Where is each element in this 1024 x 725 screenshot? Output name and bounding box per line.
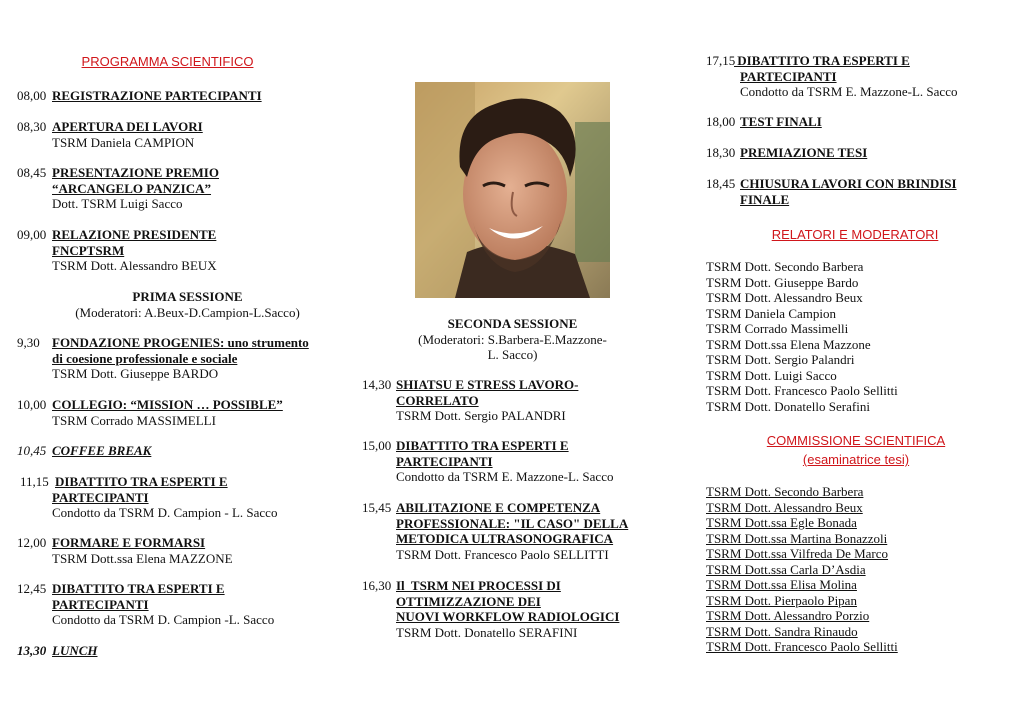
- agenda-title-cont: METODICA ULTRASONOGRAFICA: [396, 531, 614, 546]
- agenda-time: 18,00: [706, 114, 736, 129]
- agenda-title: APERTURA DEI LAVORI: [52, 119, 203, 134]
- agenda-time: 12,00: [17, 535, 47, 550]
- agenda-speaker: TSRM Dott. Francesco Paolo SELLITTI: [396, 546, 609, 562]
- relatori-list: [706, 259, 1006, 414]
- list-item: TSRM Dott.ssa Martina Bonazzoli: [706, 530, 888, 546]
- agenda-speaker: Condotto da TSRM D. Campion - L. Sacco: [52, 505, 278, 520]
- agenda-speaker: TSRM Dott. Donatello SERAFINI: [396, 624, 578, 640]
- agenda-time: 16,30: [362, 578, 392, 593]
- list-item: TSRM Dott. Sandra Rinaudo: [706, 623, 858, 639]
- agenda-time: 18,45: [706, 176, 736, 191]
- agenda-title: DIBATTITO TRA ESPERTI E: [52, 581, 225, 596]
- list-item: TSRM Dott. Secondo Barbera: [706, 259, 864, 274]
- agenda-time: 15,00: [362, 438, 392, 453]
- session-1-header: [35, 289, 340, 320]
- agenda-speaker: TSRM Dott. Alessandro BEUX: [52, 258, 217, 273]
- agenda-title-cont: PARTECIPANTI: [396, 453, 493, 469]
- agenda-speaker: TSRM Dott.ssa Elena MAZZONE: [52, 550, 233, 566]
- agenda-time: 12,45: [17, 581, 47, 596]
- agenda-title: DIBATTITO TRA ESPERTI E: [55, 474, 228, 489]
- agenda-time: 08,30: [17, 119, 47, 134]
- speaker-photo: [415, 82, 610, 298]
- programma-title: PROGRAMMA SCIENTIFICO: [81, 54, 254, 69]
- agenda-title: DIBATTITO TRA ESPERTI E: [396, 438, 569, 453]
- list-item: TSRM Dott. Alessandro Beux: [706, 499, 863, 515]
- list-item: TSRM Dott. Francesco Paolo Sellitti: [706, 639, 898, 654]
- list-item: TSRM Dott. Giuseppe Bardo: [706, 274, 859, 290]
- agenda-time: 15,45: [362, 500, 392, 515]
- agenda-time: 18,30: [706, 145, 736, 160]
- commissione-list: [706, 484, 1006, 655]
- session-2-moderators-cont: L. Sacco): [487, 347, 538, 362]
- agenda-title: ABILITAZIONE E COMPETENZA: [396, 500, 601, 515]
- session-1-moderators: (Moderatori: A.Beux-D.Campion-L.Sacco): [75, 304, 300, 320]
- agenda-title: PRESENTAZIONE PREMIO: [52, 165, 219, 180]
- list-item: TSRM Dott.ssa Elisa Molina: [706, 577, 857, 592]
- agenda-title-cont: “ARCANGELO PANZICA”: [52, 180, 212, 196]
- agenda-title: COLLEGIO: “MISSION … POSSIBLE”: [52, 397, 283, 412]
- agenda-speaker: Dott. TSRM Luigi Sacco: [52, 196, 183, 211]
- agenda-title: PREMIAZIONE TESI: [740, 145, 868, 160]
- agenda-title: COFFEE BREAK: [52, 443, 152, 458]
- agenda-speaker: TSRM Corrado MASSIMELLI: [52, 412, 216, 428]
- list-item: TSRM Dott. Donatello Serafini: [706, 398, 870, 414]
- agenda-title-cont: PARTECIPANTI: [52, 596, 149, 612]
- agenda-title: DIBATTITO TRA ESPERTI E: [734, 53, 910, 68]
- list-item: TSRM Daniela Campion: [706, 305, 836, 321]
- agenda-title-cont: CORRELATO: [396, 392, 479, 408]
- agenda-speaker: TSRM Daniela CAMPION: [52, 134, 195, 150]
- agenda-speaker: TSRM Dott. Sergio PALANDRI: [396, 408, 566, 423]
- list-item: TSRM Dott. Francesco Paolo Sellitti: [706, 383, 898, 398]
- agenda-time: 10,00: [17, 397, 47, 412]
- agenda-time: 08,45: [17, 165, 47, 180]
- list-item: TSRM Dott. Pierpaolo Pipan: [706, 592, 857, 608]
- agenda-title: SHIATSU E STRESS LAVORO-: [396, 377, 579, 392]
- commissione-subtitle: (esaminatrice tesi): [802, 452, 910, 467]
- commissione-title: COMMISSIONE SCIENTIFICA: [766, 433, 946, 448]
- list-item: TSRM Dott.ssa Carla D’Asdia: [706, 561, 866, 577]
- list-item: TSRM Dott. Alessandro Beux: [706, 290, 863, 305]
- agenda-title-cont: FNCPTSRM: [52, 242, 125, 258]
- list-item: TSRM Dott. Secondo Barbera: [706, 484, 864, 499]
- agenda-time: 11,15: [20, 474, 49, 489]
- agenda-title: FONDAZIONE PROGENIES: uno strumento: [52, 335, 309, 350]
- agenda-title-cont: PROFESSIONALE: "IL CASO" DELLA: [396, 515, 629, 531]
- agenda-title: FORMARE E FORMARSI: [52, 535, 206, 550]
- agenda-title-cont: PARTECIPANTI: [740, 68, 837, 84]
- agenda-speaker: Condotto da TSRM E. Mazzone-L. Sacco: [396, 469, 614, 484]
- list-item: TSRM Dott.ssa Vilfreda De Marco: [706, 546, 889, 561]
- session-2-title: SECONDA SESSIONE: [447, 316, 578, 331]
- relatori-title: RELATORI E MODERATORI: [771, 227, 939, 242]
- agenda-title: Il TSRM NEI PROCESSI DI: [396, 578, 561, 593]
- list-item: TSRM Dott.ssa Egle Bonada: [706, 515, 857, 530]
- agenda-time: 08,00: [17, 88, 47, 103]
- agenda-time: 14,30: [362, 377, 392, 392]
- agenda-title: CHIUSURA LAVORI CON BRINDISI: [740, 176, 957, 191]
- list-item: TSRM Dott.ssa Elena Mazzone: [706, 336, 871, 352]
- agenda-title-cont: NUOVI WORKFLOW RADIOLOGICI: [396, 609, 620, 624]
- agenda-time: 17,15: [706, 53, 736, 68]
- agenda-time: 13,30: [17, 643, 47, 658]
- agenda-speaker: Condotto da TSRM E. Mazzone-L. Sacco: [740, 84, 958, 99]
- agenda-title: LUNCH: [52, 643, 98, 658]
- agenda-title-cont: PARTECIPANTI: [52, 489, 149, 505]
- list-item: TSRM Dott. Alessandro Porzio: [706, 608, 870, 623]
- list-item: TSRM Dott. Luigi Sacco: [706, 367, 837, 383]
- agenda-speaker: TSRM Dott. Giuseppe BARDO: [52, 366, 219, 381]
- agenda-title: TEST FINALI: [740, 114, 822, 129]
- agenda-time: 9,30: [17, 335, 40, 350]
- agenda-title-cont: FINALE: [740, 191, 790, 207]
- agenda-title-cont: di coesione professionale e sociale: [52, 350, 238, 366]
- agenda-title: RELAZIONE PRESIDENTE: [52, 227, 217, 242]
- session-2-moderators: (Moderatori: S.Barbera-E.Mazzone-: [418, 331, 607, 347]
- list-item: TSRM Corrado Massimelli: [706, 321, 849, 336]
- agenda-title: REGISTRAZIONE PARTECIPANTI: [52, 88, 262, 103]
- agenda-title-cont: OTTIMIZZAZIONE DEI: [396, 593, 541, 609]
- agenda-time: 10,45: [17, 443, 47, 458]
- session-1-title: PRIMA SESSIONE: [132, 289, 243, 304]
- list-item: TSRM Dott. Sergio Palandri: [706, 352, 855, 367]
- agenda-speaker: Condotto da TSRM D. Campion -L. Sacco: [52, 612, 275, 627]
- agenda-time: 09,00: [17, 227, 47, 242]
- portrait-image: [415, 82, 610, 298]
- session-2-header: [405, 316, 620, 363]
